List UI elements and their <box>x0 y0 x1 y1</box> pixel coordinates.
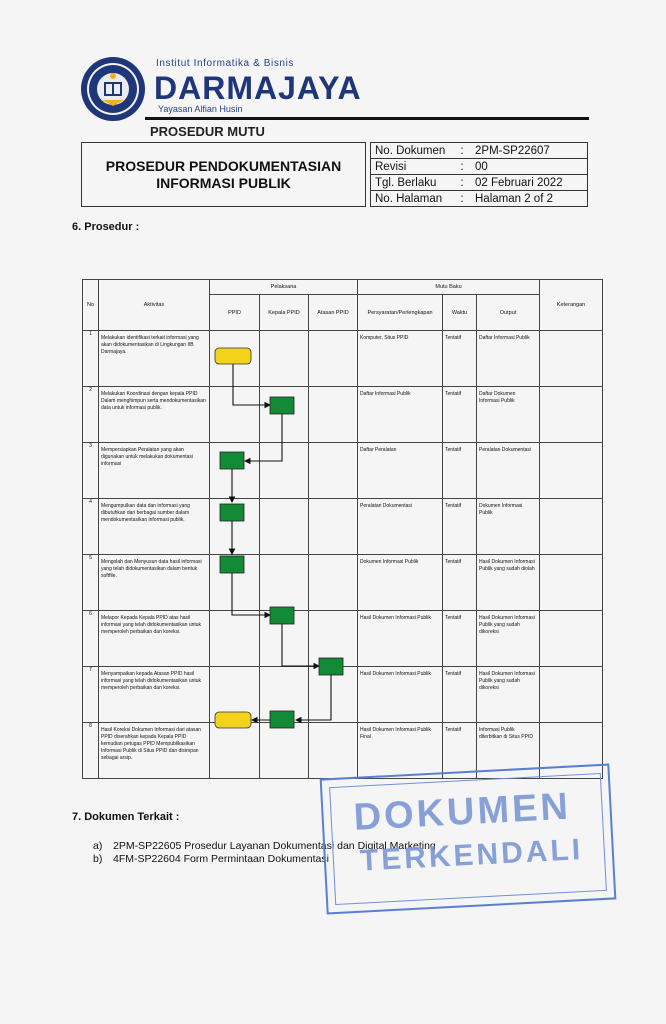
row-aktivitas: Mengumpulkan data dan informasi yang dibutuhkan dari berbagai sumber dalam mendokumentasikan informasi publik. <box>99 499 210 555</box>
row-no: 8 <box>83 723 99 779</box>
table-row <box>83 499 603 555</box>
row-output: Hasil Dokumen Informasi Publik yang sudah diolah <box>477 555 540 611</box>
row-waktu: Tentatif <box>443 667 477 723</box>
doc-info-row <box>371 159 588 175</box>
doc-info-label: No. Dokumen <box>371 143 454 159</box>
row-waktu: Tentatif <box>443 387 477 443</box>
row-output: Dokumen Informasi Publik <box>477 499 540 555</box>
doc-info-label: No. Halaman <box>371 191 454 207</box>
row-waktu: Tentatif <box>443 443 477 499</box>
table-row <box>83 555 603 611</box>
related-doc-item: 4FM-SP22604 Form Permintaan Dokumentasi <box>113 853 329 865</box>
row-waktu: Tentatif <box>443 723 477 779</box>
row-persyaratan: Komputer, Situs PPID <box>358 331 443 387</box>
doc-info-label: Revisi <box>371 159 454 175</box>
row-persyaratan: Hasil Dokumen Informasi Publik <box>358 611 443 667</box>
doc-info-value: 02 Februari 2022 <box>471 175 588 191</box>
col-atasan-ppid: Atasan PPID <box>309 295 358 331</box>
row-waktu: Tentatif <box>443 555 477 611</box>
row-persyaratan: Hasil Dokumen Informasi Publik Final <box>358 723 443 779</box>
doc-info-sep: : <box>453 191 471 207</box>
table-row <box>83 331 603 387</box>
stamp-text-line1: DOKUMEN <box>352 785 572 839</box>
row-aktivitas: Melakukan identifikasi terkait informasi yang akan didokumentasikan di Lingkungan IIB Darmajaya. <box>99 331 210 387</box>
row-output: Hasil Dokumen Informasi Publik yang sudah dikoreksi <box>477 667 540 723</box>
row-no: 6 <box>83 611 99 667</box>
document-title-box <box>81 142 366 207</box>
section-7-heading: 7. Dokumen Terkait : <box>72 811 180 823</box>
row-aktivitas: Mempersiapkan Peralatan yang akan digunakan untuk melakukan dokumentasi informasi <box>99 443 210 499</box>
row-persyaratan: Daftar Peralatan <box>358 443 443 499</box>
row-output: Peralatan Dokumentasi <box>477 443 540 499</box>
row-no: 5 <box>83 555 99 611</box>
col-aktivitas: Aktivitas <box>99 280 210 331</box>
table-row <box>83 387 603 443</box>
col-persyaratan: Persyaratan/Perlengkapan <box>358 295 443 331</box>
doc-info-row <box>371 143 588 159</box>
row-persyaratan: Daftar Informasi Publik <box>358 387 443 443</box>
doc-info-value: 00 <box>471 159 588 175</box>
header-rule <box>145 117 589 120</box>
document-title-line2: INFORMASI PUBLIK <box>156 174 291 191</box>
doc-info-value: Halaman 2 of 2 <box>471 191 588 207</box>
foundation-name: Yayasan Alfian Husin <box>158 104 243 114</box>
row-output: Hasil Dokumen Informasi Publik yang sudah dikoreksi <box>477 611 540 667</box>
document-title-line1: PROSEDUR PENDOKUMENTASIAN <box>105 157 342 174</box>
document-info-table <box>370 142 588 207</box>
doc-info-label: Tgl. Berlaku <box>371 175 454 191</box>
row-aktivitas: Menyampaikan kepada Atasan PPID hasil informasi yang telah didokumentasikan untuk memperoleh perbaikan dan koreksi. <box>99 667 210 723</box>
section-label: PROSEDUR MUTU <box>150 124 265 139</box>
table-row <box>83 443 603 499</box>
row-waktu: Tentatif <box>443 499 477 555</box>
related-doc-marker: a) <box>93 840 103 852</box>
row-aktivitas: Melakukan Koordinasi dengan kepala PPID Dalam menghimpun serta mendokumentasikan data untuk informasi publik. <box>99 387 210 443</box>
stamp-text-line2: TERKENDALI <box>359 833 584 878</box>
institute-logo <box>80 56 146 122</box>
row-no: 4 <box>83 499 99 555</box>
col-keterangan: Keterangan <box>540 280 603 331</box>
row-output: Daftar Dokumen Informasi Publik <box>477 387 540 443</box>
section-6-heading: 6. Prosedur : <box>72 221 140 233</box>
row-waktu: Tentatif <box>443 331 477 387</box>
col-ppid: PPID <box>210 295 260 331</box>
row-no: 1 <box>83 331 99 387</box>
row-output: Informasi Publik diterbitkan di Situs PPID <box>477 723 540 779</box>
row-aktivitas: Hasil Koreksi Dokumen Informasi dari atasan PPID diserahkan kepada Kepala PPID kemudian petugas PPID Mempublikasikan Informasi Publik di Situs PPID dan disimpan sebagai arsip. <box>99 723 210 779</box>
row-aktivitas: Mengolah dan Menyusun data hasil informasi yang telah didokumentasikan dalam bentuk softfile. <box>99 555 210 611</box>
procedure-table <box>82 279 603 779</box>
doc-info-sep: : <box>453 175 471 191</box>
brand-name: DARMAJAYA <box>154 70 362 106</box>
row-no: 2 <box>83 387 99 443</box>
col-pelaksana: Pelaksana <box>210 280 358 295</box>
row-output: Daftar Informasi Publik <box>477 331 540 387</box>
col-waktu: Waktu <box>443 295 477 331</box>
row-no: 7 <box>83 667 99 723</box>
related-doc-item: 2PM-SP22605 Prosedur Layanan Dokumentasi dan Digital Marketing <box>113 840 436 852</box>
related-doc-marker: b) <box>93 853 103 865</box>
row-aktivitas: Melapor Kepada Kepala PPID atas hasil informasi yang telah didokumentasikan untuk memperoleh perbaikan dan koreksi. <box>99 611 210 667</box>
row-persyaratan: Peralatan Dokumentasi <box>358 499 443 555</box>
row-waktu: Tentatif <box>443 611 477 667</box>
row-persyaratan: Hasil Dokumen Informasi Publik <box>358 667 443 723</box>
table-row <box>83 667 603 723</box>
col-mutu-baku: Mutu Baku <box>358 280 540 295</box>
institute-name: Institut Informatika & Bisnis <box>156 58 295 69</box>
table-row <box>83 611 603 667</box>
controlled-document-stamp <box>320 764 617 915</box>
col-output: Output <box>477 295 540 331</box>
col-no: No <box>83 280 99 331</box>
doc-info-sep: : <box>453 143 471 159</box>
row-persyaratan: Dokumen Informasi Publik <box>358 555 443 611</box>
doc-info-value: 2PM-SP22607 <box>471 143 588 159</box>
row-no: 3 <box>83 443 99 499</box>
doc-info-row <box>371 191 588 207</box>
col-kepala-ppid: Kepala PPID <box>260 295 309 331</box>
doc-info-row <box>371 175 588 191</box>
doc-info-sep: : <box>453 159 471 175</box>
